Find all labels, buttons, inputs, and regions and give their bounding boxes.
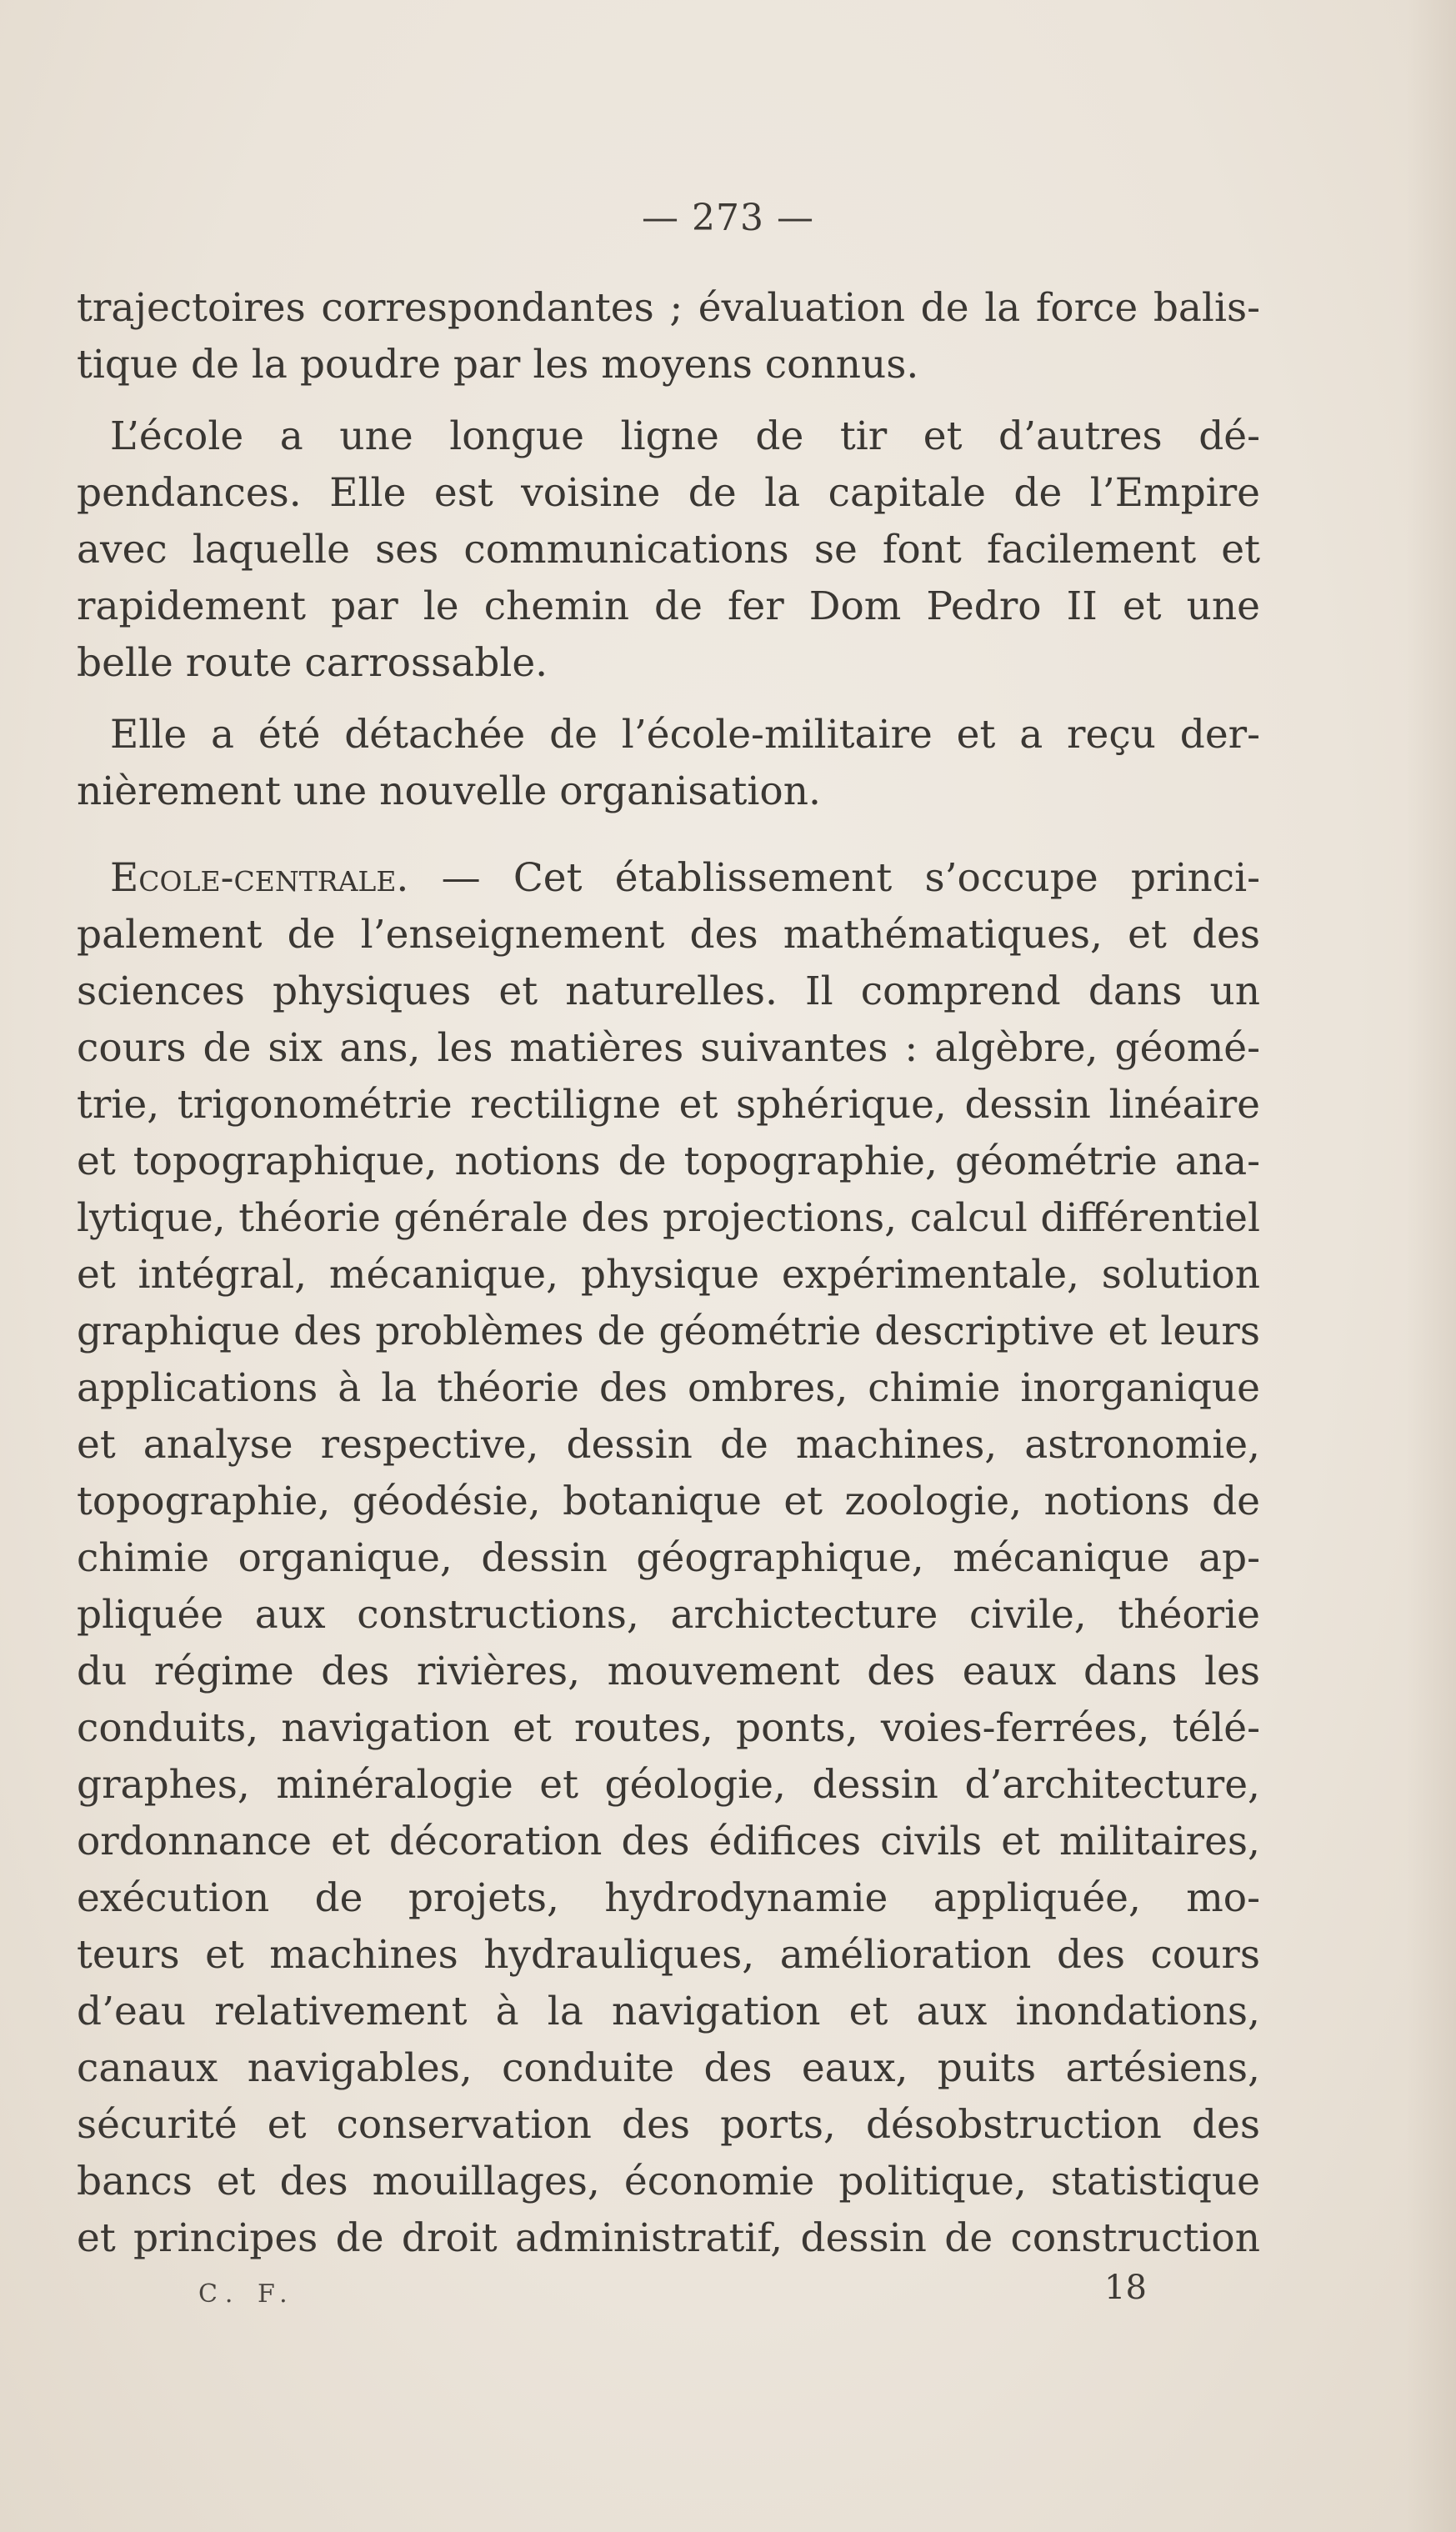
text-line: conduits, navigation et routes, ponts, voies-ferrées, télé- [77,1705,1260,1751]
text-line: sécurité et conservation des ports, désobstruction des [77,2102,1260,2148]
text-line: topographie, géodésie, botanique et zoologie, notions de [77,1479,1260,1524]
page-edge-shadow [1406,0,1456,2532]
text-line: pliquée aux constructions, archictecture civile, théorie [77,1592,1260,1638]
text-line: palement de l’enseignement des mathématiques, et des [77,912,1260,958]
text-line: applications à la théorie des ombres, chimie inorganique [77,1365,1260,1411]
text-line: L’école a une longue ligne de tir et d’autres dé- [110,413,1260,459]
section-heading-line [110,850,1260,907]
text-line: avec laquelle ses communications se font facilement et [77,527,1260,573]
text-line: Elle a été détachée de l’école-militaire et a reçu der- [110,712,1260,758]
text-line: canaux navigables, conduite des eaux, puits artésiens, [77,2045,1260,2091]
text-line: lytique, théorie générale des projections, calcul différentiel [77,1195,1260,1241]
text-line: belle route carrossable. [77,640,548,686]
page-number-header: — 273 — [642,197,814,239]
section-heading-rest: — Cet établissement s’occupe princi- [408,855,1260,901]
text-line: trie, trigonométrie rectiligne et sphérique, dessin linéaire [77,1082,1260,1128]
text-line: sciences physiques et naturelles. Il comprend dans un [77,968,1260,1014]
text-line: graphique des problèmes de géométrie descriptive et leurs [77,1309,1260,1354]
text-line: ordonnance et décoration des édifices civils et militaires, [77,1819,1260,1864]
text-line: du régime des rivières, mouvement des eaux dans les [77,1649,1260,1694]
footer-signature: C. F. [198,2279,296,2309]
text-line: graphes, minéralogie et géologie, dessin d’architecture, [77,1762,1260,1808]
footer-signature-number: 18 [1104,2269,1147,2307]
text-line: trajectoires correspondantes ; évaluation de la force balis- [77,285,1260,331]
text-line: cours de six ans, les matières suivantes : algèbre, géomé- [77,1025,1260,1071]
text-line: et intégral, mécanique, physique expérimentale, solution [77,1252,1260,1298]
text-line: d’eau relativement à la navigation et aux inondations, [77,1989,1260,2034]
text-line: et topographique, notions de topographie, géométrie ana- [77,1138,1260,1184]
section-heading: Ecole-centrale. [110,855,409,901]
text-line: rapidement par le chemin de fer Dom Pedro II et une [77,583,1260,629]
text-line: pendances. Elle est voisine de la capitale de l’Empire [77,470,1260,516]
text-line: chimie organique, dessin géographique, mécanique ap- [77,1535,1260,1581]
text-line: bancs et des mouillages, économie politique, statistique [77,2159,1260,2204]
text-line: nièrement une nouvelle organisation. [77,768,821,814]
text-line: tique de la poudre par les moyens connus. [77,342,919,388]
text-line: exécution de projets, hydrodynamie appliquée, mo- [77,1875,1260,1921]
text-line: teurs et machines hydrauliques, amélioration des cours [77,1932,1260,1978]
text-line: et principes de droit administratif, dessin de construction [77,2215,1260,2261]
text-line: et analyse respective, dessin de machines, astronomie, [77,1422,1260,1468]
